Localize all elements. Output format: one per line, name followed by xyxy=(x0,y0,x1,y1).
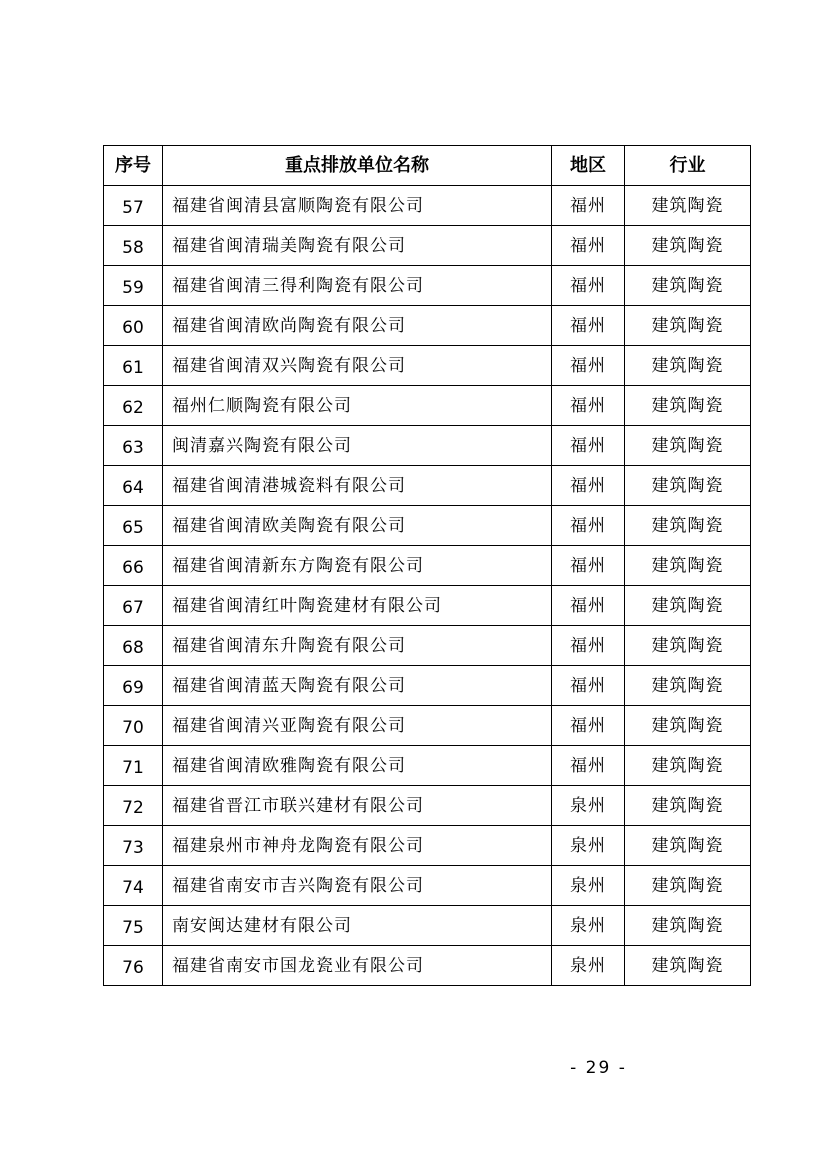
cell-region: 福州 xyxy=(552,586,625,626)
table-row xyxy=(104,306,751,346)
cell-region: 福州 xyxy=(552,466,625,506)
table-row xyxy=(104,866,751,906)
cell-industry: 建筑陶瓷 xyxy=(625,666,751,706)
cell-no: 73 xyxy=(104,826,163,866)
cell-region: 福州 xyxy=(552,266,625,306)
cell-region: 福州 xyxy=(552,746,625,786)
cell-region: 泉州 xyxy=(552,786,625,826)
cell-region: 泉州 xyxy=(552,826,625,866)
table-row xyxy=(104,586,751,626)
table-row xyxy=(104,746,751,786)
cell-name: 福建省闽清新东方陶瓷有限公司 xyxy=(163,546,552,586)
cell-industry: 建筑陶瓷 xyxy=(625,346,751,386)
header-name: 重点排放单位名称 xyxy=(163,146,552,186)
table-row xyxy=(104,506,751,546)
cell-no: 76 xyxy=(104,946,163,986)
cell-name: 福建省闽清兴亚陶瓷有限公司 xyxy=(163,706,552,746)
cell-no: 66 xyxy=(104,546,163,586)
cell-industry: 建筑陶瓷 xyxy=(625,466,751,506)
cell-industry: 建筑陶瓷 xyxy=(625,786,751,826)
cell-no: 57 xyxy=(104,186,163,226)
table-row xyxy=(104,906,751,946)
cell-name: 福建省闽清欧美陶瓷有限公司 xyxy=(163,506,552,546)
cell-name: 福建省闽清港城瓷料有限公司 xyxy=(163,466,552,506)
cell-no: 64 xyxy=(104,466,163,506)
cell-industry: 建筑陶瓷 xyxy=(625,866,751,906)
cell-name: 福建省闽清红叶陶瓷建材有限公司 xyxy=(163,586,552,626)
cell-industry: 建筑陶瓷 xyxy=(625,746,751,786)
header-region: 地区 xyxy=(552,146,625,186)
cell-no: 68 xyxy=(104,626,163,666)
cell-name: 福州仁顺陶瓷有限公司 xyxy=(163,386,552,426)
cell-no: 60 xyxy=(104,306,163,346)
cell-no: 61 xyxy=(104,346,163,386)
cell-no: 69 xyxy=(104,666,163,706)
header-no: 序号 xyxy=(104,146,163,186)
table-row xyxy=(104,466,751,506)
cell-region: 福州 xyxy=(552,666,625,706)
cell-no: 74 xyxy=(104,866,163,906)
cell-name: 福建省闽清欧雅陶瓷有限公司 xyxy=(163,746,552,786)
cell-name: 福建省闽清瑞美陶瓷有限公司 xyxy=(163,226,552,266)
table-row xyxy=(104,226,751,266)
cell-region: 泉州 xyxy=(552,866,625,906)
cell-name: 福建省闽清东升陶瓷有限公司 xyxy=(163,626,552,666)
cell-region: 福州 xyxy=(552,186,625,226)
cell-name: 南安闽达建材有限公司 xyxy=(163,906,552,946)
emitter-table-container xyxy=(103,145,750,986)
table-row xyxy=(104,786,751,826)
cell-region: 泉州 xyxy=(552,946,625,986)
cell-no: 71 xyxy=(104,746,163,786)
cell-region: 福州 xyxy=(552,226,625,266)
cell-no: 67 xyxy=(104,586,163,626)
cell-region: 福州 xyxy=(552,626,625,666)
cell-industry: 建筑陶瓷 xyxy=(625,226,751,266)
cell-name: 福建省闽清欧尚陶瓷有限公司 xyxy=(163,306,552,346)
cell-industry: 建筑陶瓷 xyxy=(625,626,751,666)
cell-industry: 建筑陶瓷 xyxy=(625,826,751,866)
cell-industry: 建筑陶瓷 xyxy=(625,586,751,626)
cell-industry: 建筑陶瓷 xyxy=(625,186,751,226)
cell-name: 福建省闽清县富顺陶瓷有限公司 xyxy=(163,186,552,226)
cell-name: 福建省南安市吉兴陶瓷有限公司 xyxy=(163,866,552,906)
table-header-row xyxy=(104,146,751,186)
cell-industry: 建筑陶瓷 xyxy=(625,546,751,586)
table-row xyxy=(104,186,751,226)
cell-industry: 建筑陶瓷 xyxy=(625,426,751,466)
cell-name: 福建省闽清蓝天陶瓷有限公司 xyxy=(163,666,552,706)
table-row xyxy=(104,546,751,586)
cell-name: 闽清嘉兴陶瓷有限公司 xyxy=(163,426,552,466)
cell-region: 福州 xyxy=(552,346,625,386)
cell-name: 福建省闽清双兴陶瓷有限公司 xyxy=(163,346,552,386)
cell-name: 福建泉州市神舟龙陶瓷有限公司 xyxy=(163,826,552,866)
page-number: - 29 - xyxy=(570,1058,627,1078)
cell-name: 福建省晋江市联兴建材有限公司 xyxy=(163,786,552,826)
emitter-table xyxy=(103,145,751,986)
table-body xyxy=(104,186,751,986)
cell-no: 58 xyxy=(104,226,163,266)
table-row xyxy=(104,826,751,866)
cell-no: 72 xyxy=(104,786,163,826)
table-row xyxy=(104,346,751,386)
cell-industry: 建筑陶瓷 xyxy=(625,946,751,986)
table-row xyxy=(104,946,751,986)
cell-region: 福州 xyxy=(552,506,625,546)
table-row xyxy=(104,626,751,666)
cell-industry: 建筑陶瓷 xyxy=(625,306,751,346)
cell-region: 泉州 xyxy=(552,906,625,946)
cell-industry: 建筑陶瓷 xyxy=(625,266,751,306)
cell-region: 福州 xyxy=(552,706,625,746)
cell-no: 65 xyxy=(104,506,163,546)
cell-no: 59 xyxy=(104,266,163,306)
cell-industry: 建筑陶瓷 xyxy=(625,386,751,426)
cell-no: 63 xyxy=(104,426,163,466)
cell-no: 70 xyxy=(104,706,163,746)
cell-region: 福州 xyxy=(552,386,625,426)
cell-industry: 建筑陶瓷 xyxy=(625,506,751,546)
table-row xyxy=(104,386,751,426)
table-row xyxy=(104,666,751,706)
cell-region: 福州 xyxy=(552,546,625,586)
cell-no: 75 xyxy=(104,906,163,946)
table-row xyxy=(104,266,751,306)
cell-no: 62 xyxy=(104,386,163,426)
cell-region: 福州 xyxy=(552,306,625,346)
cell-industry: 建筑陶瓷 xyxy=(625,906,751,946)
table-row xyxy=(104,426,751,466)
header-industry: 行业 xyxy=(625,146,751,186)
cell-industry: 建筑陶瓷 xyxy=(625,706,751,746)
table-row xyxy=(104,706,751,746)
cell-region: 福州 xyxy=(552,426,625,466)
cell-name: 福建省闽清三得利陶瓷有限公司 xyxy=(163,266,552,306)
cell-name: 福建省南安市国龙瓷业有限公司 xyxy=(163,946,552,986)
